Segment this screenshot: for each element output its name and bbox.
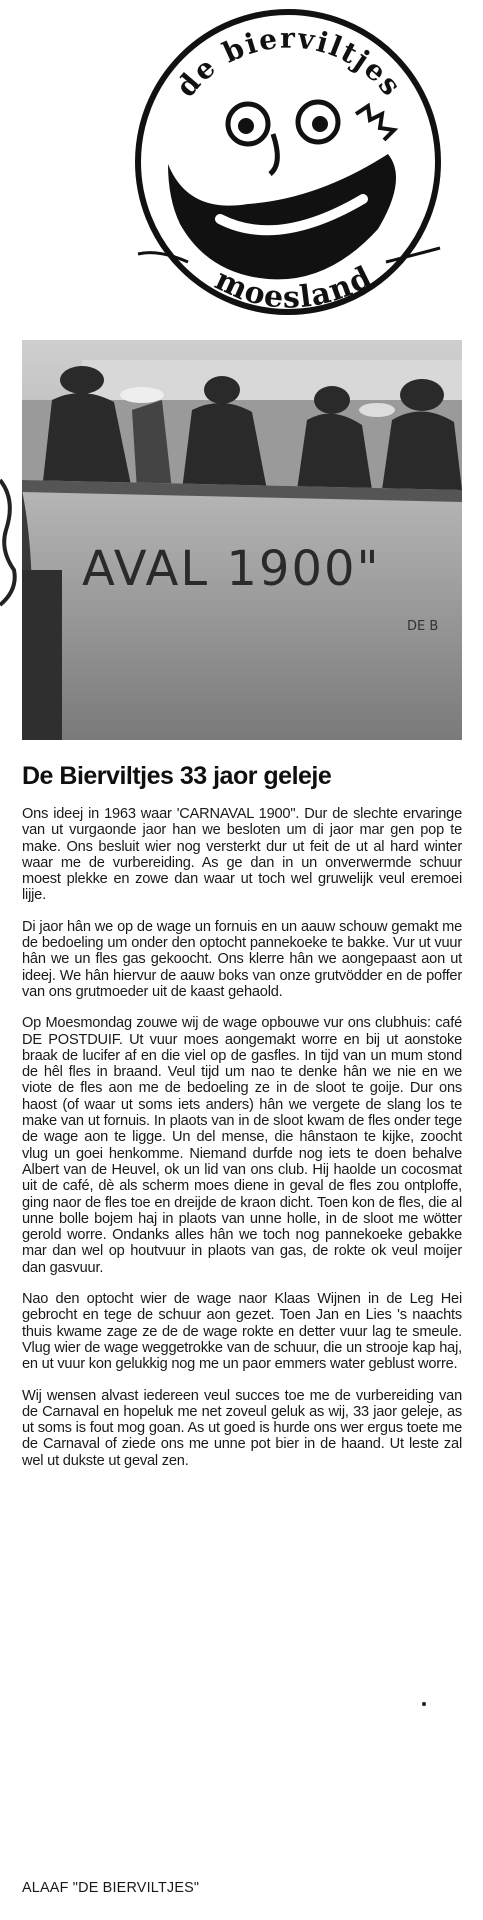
grinning-face-logo-icon [128, 4, 450, 336]
logo-top-text: de bierviltjes [169, 21, 409, 104]
photo-banner-text: AVAL 1900" [82, 541, 381, 597]
carnival-wagon-photo [22, 340, 462, 740]
article-paragraph: Op Moesmondag zouwe wij de wage opbouwe vur ons clubhuis: café DE POSTDUIF. Ut vuur moes aongemakt worre en bij ut aonstoke braak de lucifer af en die viel op de gasfles. In tijd van un mum stond de hêl fles in braand. Veul tijd um nao te denke hân we nie en we viote de fles aon me de bedoeling ze in de sloot te goije. Dur ons haost (of waar ut soms iets anders) hân we vergete de slang los te make van ut fornuis. In plaots van in de sloot kwam de fles onder tege de wage aon te ligge. Un del mense, die hânstaon te kijke, zoocht vlug un goei henkomme. Niemand durfde nog iets te doen behalve Albert van de Heuvel, ok un lid van ons club. Hij haolde un cocosmat uit de café, dè als scherm moes diene in geval de fles zou ontploffe, ging naor de fles toe en dreijde de kraon dicht. Toen kon de fles, die al unne bolle bojem haj in plaots van unne holle, in de sloot me wötter gerold worre. Ondanks alles hân we toch nog pannekoeke gebakke mar dan wel op houtvuur in plaots van gas, de rokte ok veul moijer dan gasvuur. [22, 1015, 462, 1276]
article-body [22, 806, 462, 1484]
club-logo [128, 4, 450, 336]
photo-corner-text: DE B [407, 619, 439, 634]
article-title: De Bierviltjes 33 jaor geleje [22, 762, 332, 790]
stray-dot [422, 1702, 426, 1706]
edge-decoration [0, 470, 18, 610]
article-paragraph: Di jaor hân we op de wage un fornuis en un aauw schouw gemakt me de bedoeling um onder den optocht pannekoeke te bakke. Vur ut vuur hân we un fles gas gekoocht. Ons klerre hân we aongepaast aon ut ideej. We hân hiervur de aauw boks van onze grutvödder en de poffer van ons grutmoeder uit de kaast gehaold. [22, 918, 462, 1000]
photo-image [22, 340, 462, 740]
article-paragraph: Nao den optocht wier de wage naor Klaas Wijnen in de Leg Hei gebrocht en tege de schuur aon gezet. Toen Jan en Lies 's naachts thuis kwame zage ze de de wage rokte en detter vuur lag te smeule. Vlug wier de wage weggetrokke van de schuur, die un strooje kap haj, en ut vuur kon gelukkig nog me un paor emmers water geblust worre. [22, 1291, 462, 1373]
article-paragraph: Ons ideej in 1963 waar 'CARNAVAL 1900". Dur de slechte ervaringe van ut vurgaonde jaor han we besloten um di jaor mar gen pop te make. Ons besluit wier nog versterkt dur ut feit de ut al hard winter waar me de vurbereiding. As ge dan in un onverwermde schuur moest plekke en zowe dan waar ut toch wel gruwelijk veul eremoei lijje. [22, 806, 462, 904]
article-paragraph: Wij wensen alvast iedereen veul succes toe me de vurbereiding van de Carnaval en hopeluk me net zoveul geluk as wij, 33 jaor geleje, as ut soms is fout mog goan. As ut goed is hurde ons wer ergus toete me de Carnaval of ziede ons me unne pot bier in de haand. Ut leste zal wel ut dukste ut geval zen. [22, 1387, 462, 1469]
article-signature: ALAAF "DE BIERVILTJES" [22, 1880, 200, 1896]
logo-bottom-text: moesland [209, 259, 379, 316]
